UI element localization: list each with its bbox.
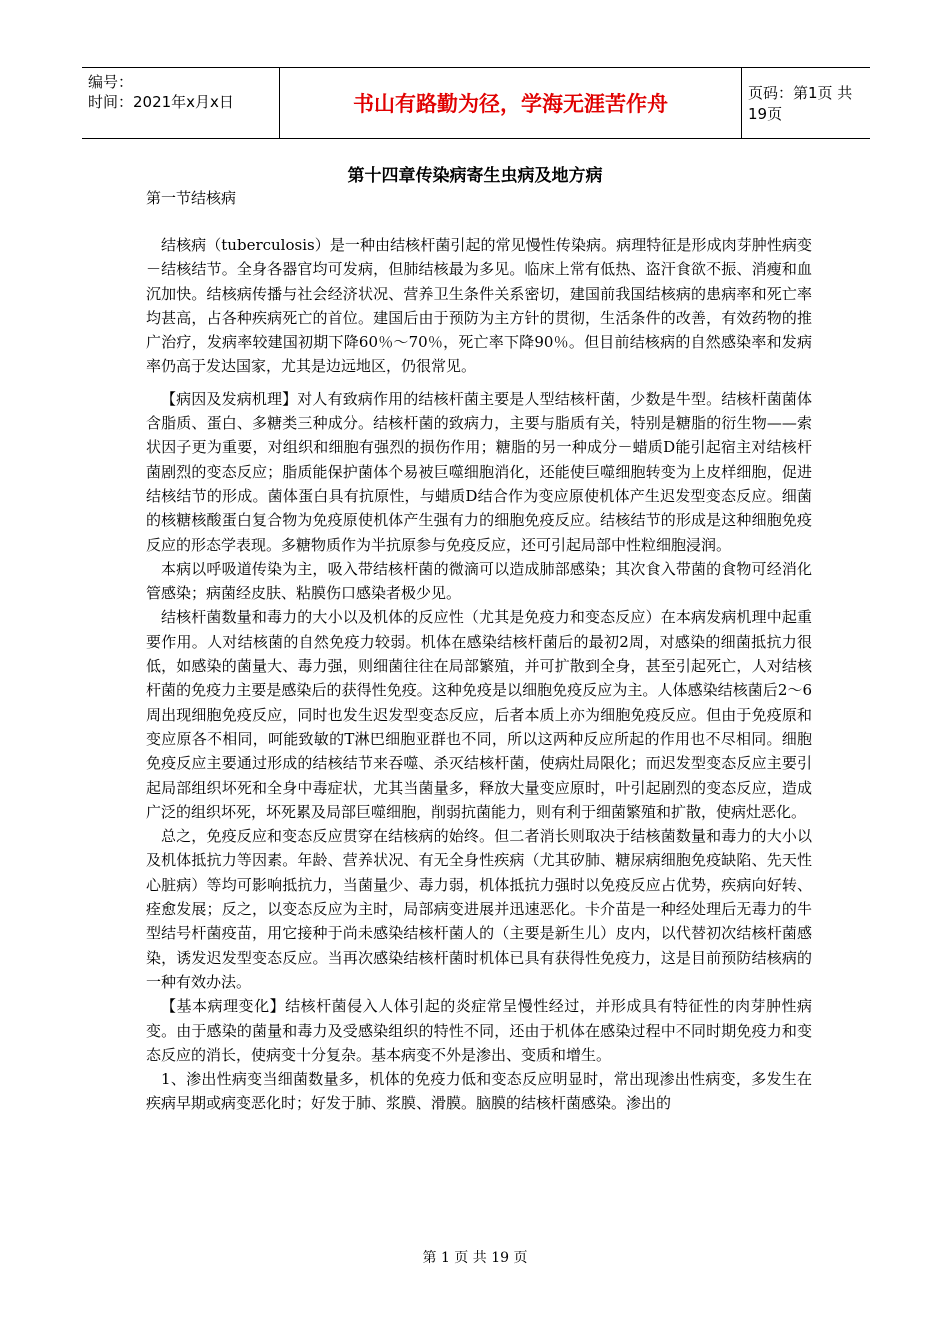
section-heading: 第一节结核病 xyxy=(146,189,237,207)
body-paragraph: 【基本病理变化】结核杆菌侵入人体引起的炎症常呈慢性经过，并形成具有特征性的肉芽肿性病变。由于感染的菌量和毒力及受感染组织的特性不同，还由于机体在感染过程中不同时期免疫力和变态反应的消长，使病变十分复杂。基本病变不外是渗出、变质和增生。 xyxy=(146,997,812,1064)
document-number-label: 编号： xyxy=(88,73,134,91)
body-paragraph: 结核杆菌数量和毒力的大小以及机体的反应性（尤其是免疫力和变态反应）在本病发病机理中起重要作用。人对结核菌的自然免疫力较弱。机体在感染结核杆菌后的最初2周，对感染的细菌抵抗力很低，如感染的菌量大、毒力强，则细菌往往在局部繁殖，并可扩散到全身，甚至引起死亡，人对结核杆菌的免疫力主要是感染后的获得性免疫。这种免疫是以细胞免疫反应为主。人体感染结核菌后2～6周出现细胞免疫反应，同时也发生迟发型变态反应，后者本质上亦为细胞免疫反应。但由于免疫原和变应原各不相同，呵能致敏的T淋巴细胞亚群也不同，所以这两种反应所起的作用也不尽相同。细胞免疫反应主要通过形成的结核结节来吞噬、杀灭结核杆菌，使病灶局限化；而迟发型变态反应主要引起局部组织坏死和全身中毒症状，尤其当菌量多，释放大量变应原时，叶引起剧烈的变态反应，造成广泛的组织坏死，坏死累及局部巨噬细胞，削弱抗菌能力，则有利于细菌繁殖和扩散，使病灶恶化。 xyxy=(146,608,812,821)
header-motto: 书山有路勤为径，学海无涯苦作舟 xyxy=(280,68,742,138)
body-paragraph: 1、渗出性病变当细菌数量多，机体的免疫力低和变态反应明显时，常出现渗出性病变，多发生在疾病早期或病变恶化时；好发于肺、浆膜、滑膜。脑膜的结核杆菌感染。渗出的 xyxy=(146,1070,812,1113)
body-paragraph: 【病因及发病机理】对人有致病作用的结核杆菌主要是人型结核杆菌，少数是牛型。结核杆菌菌体含脂质、蛋白、多糖类三种成分。结核杆菌的致病力，主要与脂质有关，特别是糖脂的衍生物——索状因子更为重要，对组织和细胞有强烈的损伤作用；糖脂的另一种成分－蜡质D能引起宿主对结核杆菌剧烈的变态反应；脂质能保护菌体个易被巨噬细胞消化，还能使巨噬细胞转变为上皮样细胞，促进结核结节的形成。菌体蛋白具有抗原性，与蜡质D结合作为变应原使机体产生迟发型变态反应。细菌的核糖核酸蛋白复合物为免疫原使机体产生强有力的细胞免疫反应。结核结节的形成是这种细胞免疫反应的形态学表现。多糖物质作为半抗原参与免疫反应，还可引起局部中性粒细胞浸润。 xyxy=(146,389,812,554)
header-page-label: 页码：第1页 共19页 xyxy=(748,84,853,123)
document-body xyxy=(146,233,812,1116)
body-paragraph: 总之，免疫反应和变态反应贯穿在结核病的始终。但二者消长则取决于结核菌数量和毒力的大小以及机体抵抗力等因素。年龄、营养状况、有无全身性疾病（尤其矽肺、糖尿病细胞免疫缺陷、先天性心脏病）等均可影响抵抗力，当菌量少、毒力弱，机体抵抗力强时以免疫反应占优势，疾病向好转、痊愈发展；反之，以变态反应为主时，局部病变进展并迅速恶化。卡介苗是一种经处理后无毒力的牛型结号杆菌疫苗，用它接种于尚未感染结核杆菌人的（主要是新生儿）皮内，以代替初次结核杆菌感染，诱发迟发型变态反应。当再次感染结核杆菌时机体已具有获得性免疫力，这是目前预防结核病的一种有效办法。 xyxy=(146,827,812,991)
document-header xyxy=(82,67,870,139)
document-date-label: 时间：2021年x月x日 xyxy=(88,93,234,111)
body-paragraph: 本病以呼吸道传染为主，吸入带结核杆菌的微滴可以造成肺部感染；其次食入带菌的食物可经消化管感染；病菌经皮肤、粘膜伤口感染者极少见。 xyxy=(146,559,812,603)
header-meta xyxy=(82,68,280,138)
body-paragraph: 结核病（tuberculosis）是一种由结核杆菌引起的常见慢性传染病。病理特征是形成肉芽肿性病变－结核结节。全身各器官均可发病，但肺结核最为多见。临床上常有低热、盗汗食欲不振、消瘦和血沉加快。结核病传播与社会经济状况、营养卫生条件关系密切，建国前我国结核病的患病率和死亡率均甚高，占各种疾病死亡的首位。建国后由于预防为主方针的贯彻，生活条件的改善，有效药物的推广治疗，发病率较建国初期下降60％～70％，死亡率下降90％。但目前结核病的自然感染率和发病率仍高于发达国家，尤其是边远地区，仍很常见。 xyxy=(146,236,812,376)
chapter-title: 第十四章传染病寄生虫病及地方病 xyxy=(347,166,603,186)
page-footer: 第 1 页 共 19 页 xyxy=(422,1250,528,1266)
